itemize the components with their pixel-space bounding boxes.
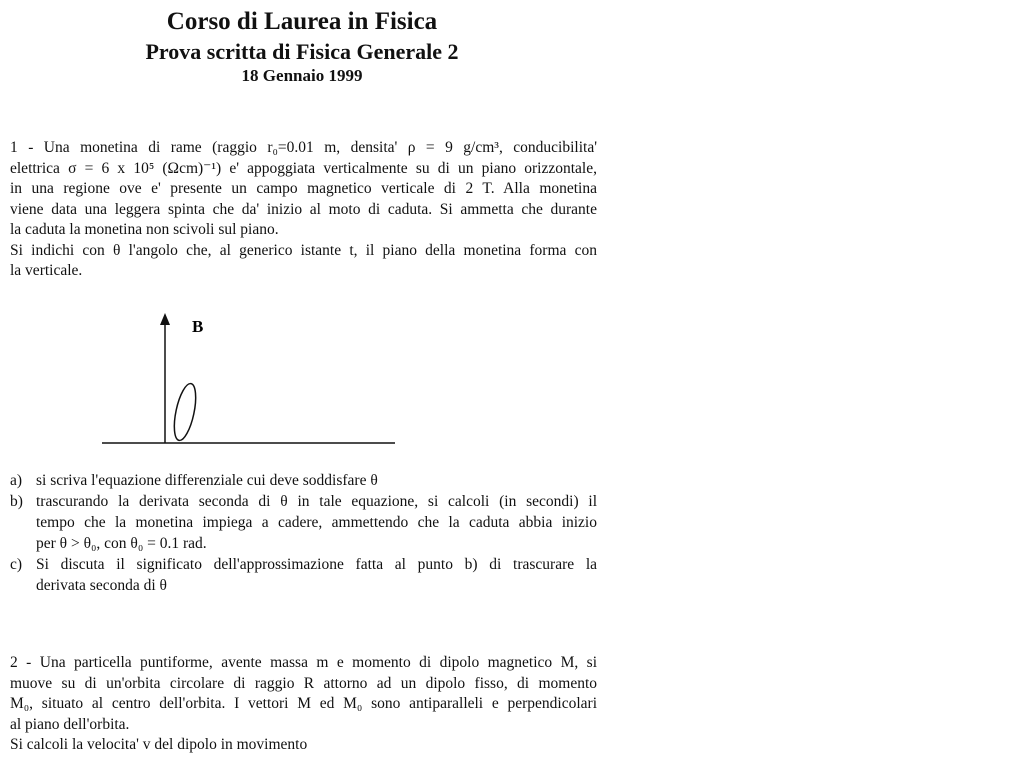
problem-1-line: 1 - Una monetina di rame (raggio r₀=0.01 m, densita' ρ = 9 g/cm³, conducibilita' xyxy=(10,139,597,156)
problem-1-text xyxy=(10,138,597,282)
problem-2-line: M₀, situato al centro dell'orbita. I vettori M ed M₀ sono antiparalleli e perpendicolari xyxy=(10,695,597,712)
question-line: trascurando la derivata seconda di θ in tale equazione, si calcoli (in secondi) il xyxy=(36,493,597,510)
question-text xyxy=(36,554,597,596)
exam-title: Prova scritta di Fisica Generale 2 xyxy=(145,39,459,64)
arrowhead-icon xyxy=(160,313,170,325)
question-line: derivata seconda di θ xyxy=(36,577,167,594)
question-line: per θ > θ₀, con θ₀ = 0.1 rad. xyxy=(36,535,207,552)
problem-1-line: elettrica σ = 6 x 10⁵ (Ωcm)⁻¹) e' appoggiata verticalmente su di un piano orizzontale, xyxy=(10,159,597,177)
problem-2-line: Si calcoli la velocita' v del dipolo in movimento xyxy=(10,736,308,753)
coin-diagram xyxy=(95,305,405,450)
coin-figure xyxy=(95,305,405,450)
question-text xyxy=(36,470,597,491)
problem-1-line: viene data una leggera spinta che da' inizio al moto di caduta. Si ammetta che durante xyxy=(10,200,597,218)
question-line: si scriva l'equazione differenziale cui deve soddisfare θ xyxy=(36,472,378,489)
problem-2-line: 2 - Una particella puntiforme, avente massa m e momento di dipolo magnetico M, si xyxy=(10,654,597,671)
question-label: b) xyxy=(10,493,23,510)
question-text xyxy=(36,491,597,554)
course-title: Corso di Laurea in Fisica xyxy=(166,8,438,35)
field-label-b: B xyxy=(192,317,204,336)
problem-1-line: Si indichi con θ l'angolo che, al generico istante t, il piano della monetina forma con xyxy=(10,241,597,259)
problem-2-line: al piano dell'orbita. xyxy=(10,715,130,733)
problem-2-text xyxy=(10,653,597,756)
coin-ellipse xyxy=(170,382,200,442)
problem-1-line: la verticale. xyxy=(10,262,83,279)
problem-1-line: in una regione ove e' presente un campo magnetico verticale di 2 T. Alla monetina xyxy=(10,180,597,197)
problem-2-line: muove su di un'orbita circolare di raggio R attorno ad un dipolo fisso, di momento xyxy=(10,674,597,692)
question-line: tempo che la monetina impiega a cadere, ammettendo che la caduta abbia inizio xyxy=(36,514,597,531)
exam-date: 18 Gennaio 1999 xyxy=(241,66,363,85)
question-label: c) xyxy=(10,556,23,573)
exam-header xyxy=(0,6,604,87)
question-line: Si discuta il significato dell'approssimazione fatta al punto b) di trascurare la xyxy=(36,556,597,573)
question-label: a) xyxy=(10,472,23,489)
problem-1-line: la caduta la monetina non scivoli sul piano. xyxy=(10,221,279,238)
